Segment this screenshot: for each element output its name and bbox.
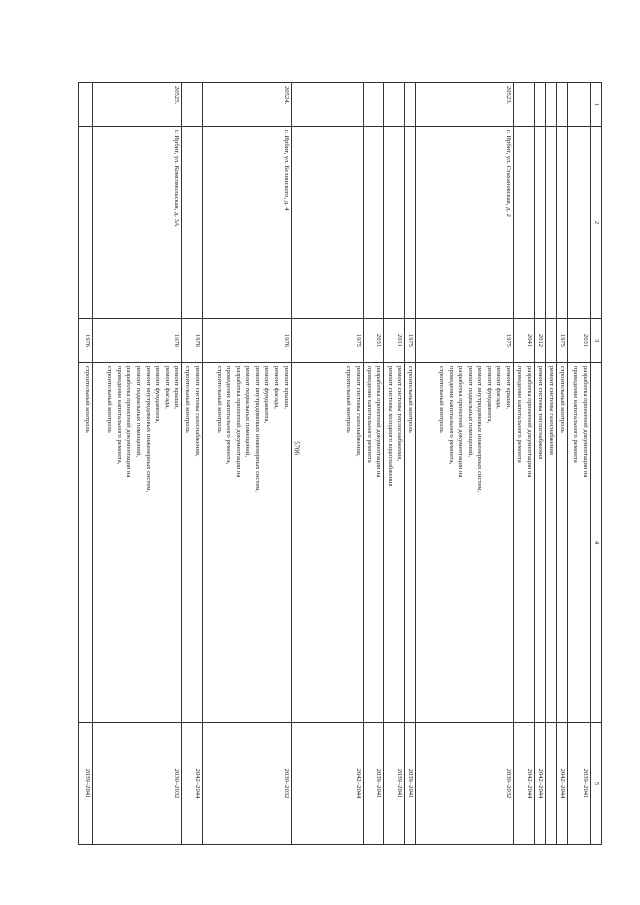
work-item: ремонт фасада,	[495, 366, 503, 409]
table-row	[291, 83, 363, 845]
year-cell: 1976	[79, 319, 93, 363]
year-cell: 2041	[514, 319, 535, 363]
work-item: строительный контроль	[106, 366, 114, 433]
address-cell	[384, 127, 405, 319]
year-cell: 1976	[93, 319, 182, 363]
table-row	[534, 83, 545, 845]
year-cell: 2031	[363, 319, 384, 363]
work-list-cell	[93, 363, 182, 723]
period-cell: 2042–2044	[182, 723, 203, 845]
row-number	[291, 83, 363, 127]
table-row	[556, 83, 567, 845]
address-cell: г. Ирбит, ул. Белинского, д. 4	[202, 127, 291, 319]
work-item: ремонт внутридомовых инженерных систем,	[253, 366, 261, 493]
year-cell: 2012	[534, 319, 545, 363]
row-number	[556, 83, 567, 127]
work-list-cell	[405, 363, 416, 723]
period-cell: 2042–2044	[534, 723, 545, 845]
work-item: строительный контроль	[215, 366, 223, 433]
period-cell: 2030–2032	[93, 723, 182, 845]
work-item: проведение капитального ремонта,	[225, 366, 233, 465]
work-list-cell	[514, 363, 535, 723]
work-item: ремонт системы газоснабжения	[547, 366, 555, 455]
work-item: ремонт фундамента,	[263, 366, 271, 424]
work-item: разработка проектной документации на	[375, 366, 383, 478]
table-row	[405, 83, 416, 845]
address-cell	[182, 127, 203, 319]
work-item: строительный контроль	[438, 366, 446, 433]
work-list-cell	[291, 363, 363, 723]
year-cell: 1975	[416, 319, 514, 363]
work-item: ремонт подвальных помещений,	[466, 366, 474, 457]
table-row	[93, 83, 182, 845]
row-number: 20523.	[416, 83, 514, 127]
address-cell	[568, 127, 591, 319]
row-number	[568, 83, 591, 127]
work-item: ремонт фасада,	[273, 366, 281, 409]
work-item: ремонт внутридомовых инженерных систем,	[476, 366, 484, 493]
work-item: строительный контроль	[345, 366, 353, 433]
period-cell: 2039–2041	[79, 723, 93, 845]
work-item: проведение капитального ремонта,	[447, 366, 455, 465]
row-number	[79, 83, 93, 127]
work-list-cell	[534, 363, 545, 723]
work-list-cell	[545, 363, 556, 723]
work-item: ремонт крыши,	[282, 366, 290, 409]
work-item: ремонт системы теплоснабжения,	[396, 366, 404, 461]
row-number	[182, 83, 203, 127]
period-cell: 2030–2032	[202, 723, 291, 845]
work-item: ремонт подвальных помещений,	[134, 366, 142, 457]
row-number	[545, 83, 556, 127]
work-item: ремонт крыши,	[505, 366, 513, 409]
address-cell	[534, 127, 545, 319]
work-item: разработка проектной документации на	[582, 366, 589, 478]
work-item: ремонт фундамента,	[154, 366, 162, 424]
work-item: ремонт системы теплоснабжения	[536, 366, 544, 460]
year-cell: 1976	[182, 319, 203, 363]
address-cell	[514, 127, 535, 319]
column-number-row	[591, 83, 602, 845]
address-cell	[291, 127, 363, 319]
address-cell	[556, 127, 567, 319]
year-cell: 2011	[384, 319, 405, 363]
work-list-cell	[182, 363, 203, 723]
work-item: ремонт фасада,	[163, 366, 171, 409]
work-item: ремонт фундамента,	[485, 366, 493, 424]
period-cell	[545, 723, 556, 845]
address-cell	[363, 127, 384, 319]
work-list-cell	[416, 363, 514, 723]
table-row	[568, 83, 591, 845]
period-cell: 2042–2044	[514, 723, 535, 845]
work-list-cell	[384, 363, 405, 723]
year-cell	[545, 319, 556, 363]
work-list-cell	[568, 363, 591, 723]
work-item: проведение капитального ремонта	[516, 366, 524, 463]
column-header: 5	[591, 723, 602, 845]
work-list-cell	[556, 363, 567, 723]
repair-schedule-table	[78, 82, 602, 845]
work-list-cell	[202, 363, 291, 723]
table-row	[202, 83, 291, 845]
work-item: строительный контроль	[407, 366, 415, 433]
work-item: разработка проектной документации на	[457, 366, 465, 478]
row-number	[363, 83, 384, 127]
work-item: ремонт подвальных помещений,	[244, 366, 252, 457]
address-cell	[79, 127, 93, 319]
row-number	[384, 83, 405, 127]
work-item: строительный контроль	[84, 366, 92, 433]
column-header: 3	[591, 319, 602, 363]
table-row	[363, 83, 384, 845]
address-cell: г. Ирбит, ул. Комсомольская, д. 3А	[93, 127, 182, 319]
repair-schedule-table-wrapper	[78, 82, 602, 844]
column-header: 4	[591, 363, 602, 723]
work-item: ремонт системы газоснабжения,	[354, 366, 362, 457]
period-cell: 2039–2041	[384, 723, 405, 845]
table-row	[384, 83, 405, 845]
table-row	[79, 83, 93, 845]
address-cell	[405, 127, 416, 319]
period-cell: 2042–2044	[556, 723, 567, 845]
column-header: 2	[591, 127, 602, 319]
year-cell: 1976	[202, 319, 291, 363]
work-list-cell	[363, 363, 384, 723]
work-item: строительный контроль	[559, 366, 567, 433]
work-item: ремонт системы холодного водоснабжения	[386, 366, 394, 487]
year-cell: 1975	[556, 319, 567, 363]
work-item: разработка проектной документации на	[525, 366, 533, 478]
table-row	[514, 83, 535, 845]
table-row	[545, 83, 556, 845]
work-item: проведение капитального ремонта	[365, 366, 373, 463]
row-number	[534, 83, 545, 127]
row-number	[514, 83, 535, 127]
table-body	[79, 83, 591, 845]
work-item: ремонт внутридомовых инженерных систем,	[144, 366, 152, 493]
column-header: 1	[591, 83, 602, 127]
period-cell: 2039–2041	[405, 723, 416, 845]
period-cell: 2039–2041	[568, 723, 591, 845]
year-cell: 1975	[405, 319, 416, 363]
address-cell	[545, 127, 556, 319]
period-cell: 2042–2044	[291, 723, 363, 845]
work-item: ремонт системы газоснабжения,	[193, 366, 201, 457]
period-cell: 2030–2032	[416, 723, 514, 845]
work-item: проведение капитального ремонта	[572, 366, 580, 463]
address-cell: г. Ирбит, ул. Стахановская, д. 2	[416, 127, 514, 319]
period-cell: 2039–2041	[363, 723, 384, 845]
work-item: ремонт крыши,	[173, 366, 181, 409]
table-row	[182, 83, 203, 845]
row-number: 20524.	[202, 83, 291, 127]
work-list-cell	[79, 363, 93, 723]
work-item: проведение капитального ремонта,	[115, 366, 123, 465]
work-item: разработка проектной документации на	[125, 366, 133, 478]
work-item: разработка проектной документации на	[234, 366, 242, 478]
year-cell: 1975	[291, 319, 363, 363]
row-number	[405, 83, 416, 127]
table-row	[416, 83, 514, 845]
work-item: строительный контроль	[184, 366, 192, 433]
year-cell: 2031	[568, 319, 591, 363]
row-number: 20525.	[93, 83, 182, 127]
page-number: 5706	[292, 441, 301, 455]
